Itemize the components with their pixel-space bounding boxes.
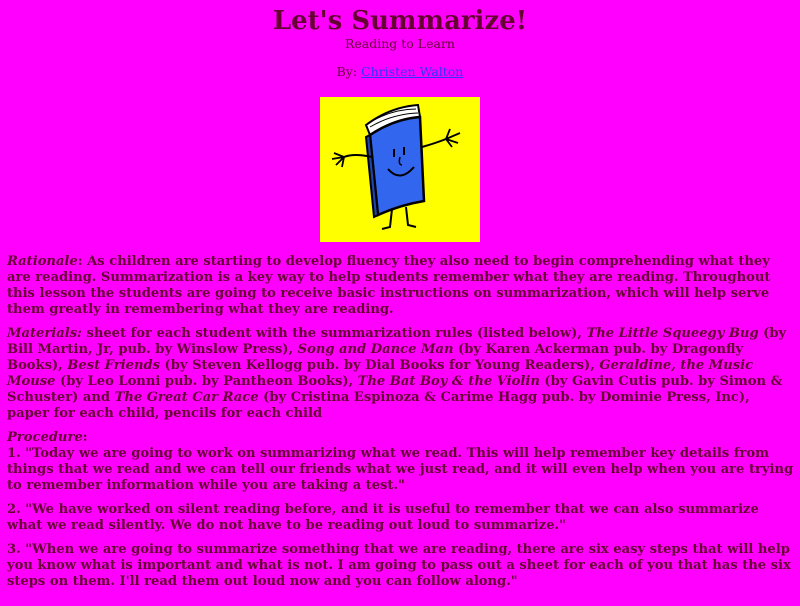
rationale-label: Rationale — [7, 254, 78, 269]
procedure-step-1-text: 1. "Today we are going to work on summarizing what we read. This will help remember key details from things that we read and we can tell our friends what we just read, and it will even help when you are trying to remember information while you are taking a test." — [7, 446, 794, 493]
book-title-6: The Great Car Race — [114, 390, 259, 405]
book-character-image — [320, 97, 480, 242]
rationale-text: : As children are starting to develop fluency they also need to begin comprehending what they are reading. Summarization is a key way to help students remember what they are reading. Throughout this lesson the students are going to receive basic instructions on summarization, which will help serve them greatly in remembering what they are reading. — [7, 254, 771, 317]
procedure-step-2: 2. "We have worked on silent reading before, and it is useful to remember that we can also summarize what we read silently. We do not have to be reading out loud to summarize." — [7, 502, 759, 533]
materials-text-5: (by Leo Lonni pub. by Pantheon Books), — [55, 374, 358, 389]
procedure-label: Procedure — [7, 430, 83, 445]
book-title-4: Geraldine, the Music Mouse — [7, 358, 754, 389]
materials-text-7: (by Cristina Espinoza & Carime Hagg pub. by Dominie Press, Inc), paper for each child, pencils for each child — [7, 390, 750, 421]
rationale-paragraph — [7, 254, 795, 318]
book-title-5: The Bat Boy & the Violin — [357, 374, 540, 389]
materials-text-3: (by Karen Ackerman pub. by Dragonfly Books), — [7, 342, 744, 373]
byline-prefix: By: — [336, 64, 362, 79]
book-title-3: Best Friends — [67, 358, 160, 373]
procedure-step-3: 3. "When we are going to summarize something that we are reading, there are six easy steps that will help you know what is important and what is not. I am going to pass out a sheet for each of you that has the six steps on them. I'll read them out loud now and you can follow along." — [7, 542, 791, 589]
page-title: Let's Summarize! — [272, 6, 528, 36]
byline — [0, 64, 800, 80]
procedure-colon: : — [82, 430, 88, 445]
materials-paragraph — [7, 326, 795, 422]
materials-text-4: (by Steven Kellogg pub. by Dial Books for Young Readers), — [160, 358, 600, 373]
page-header — [0, 6, 800, 80]
materials-text-6: (by Gavin Cutis pub. by Simon & Schuster) and — [7, 374, 783, 405]
book-title-2: Song and Dance Man — [297, 342, 454, 357]
smiling-book-character-icon — [320, 97, 480, 242]
materials-text-2: (by Bill Martin, Jr, pub. by Winslow Press), — [7, 326, 787, 357]
page-subtitle: Reading to Learn — [345, 36, 455, 51]
procedure-step-1 — [7, 430, 795, 494]
materials-text-1: sheet for each student with the summarization rules (listed below), — [81, 326, 587, 341]
author-link[interactable]: Christen Walton — [361, 64, 464, 79]
materials-label: Materials: — [7, 326, 82, 341]
book-title-1: The Little Squeegy Bug — [586, 326, 759, 341]
lesson-content — [7, 254, 795, 598]
